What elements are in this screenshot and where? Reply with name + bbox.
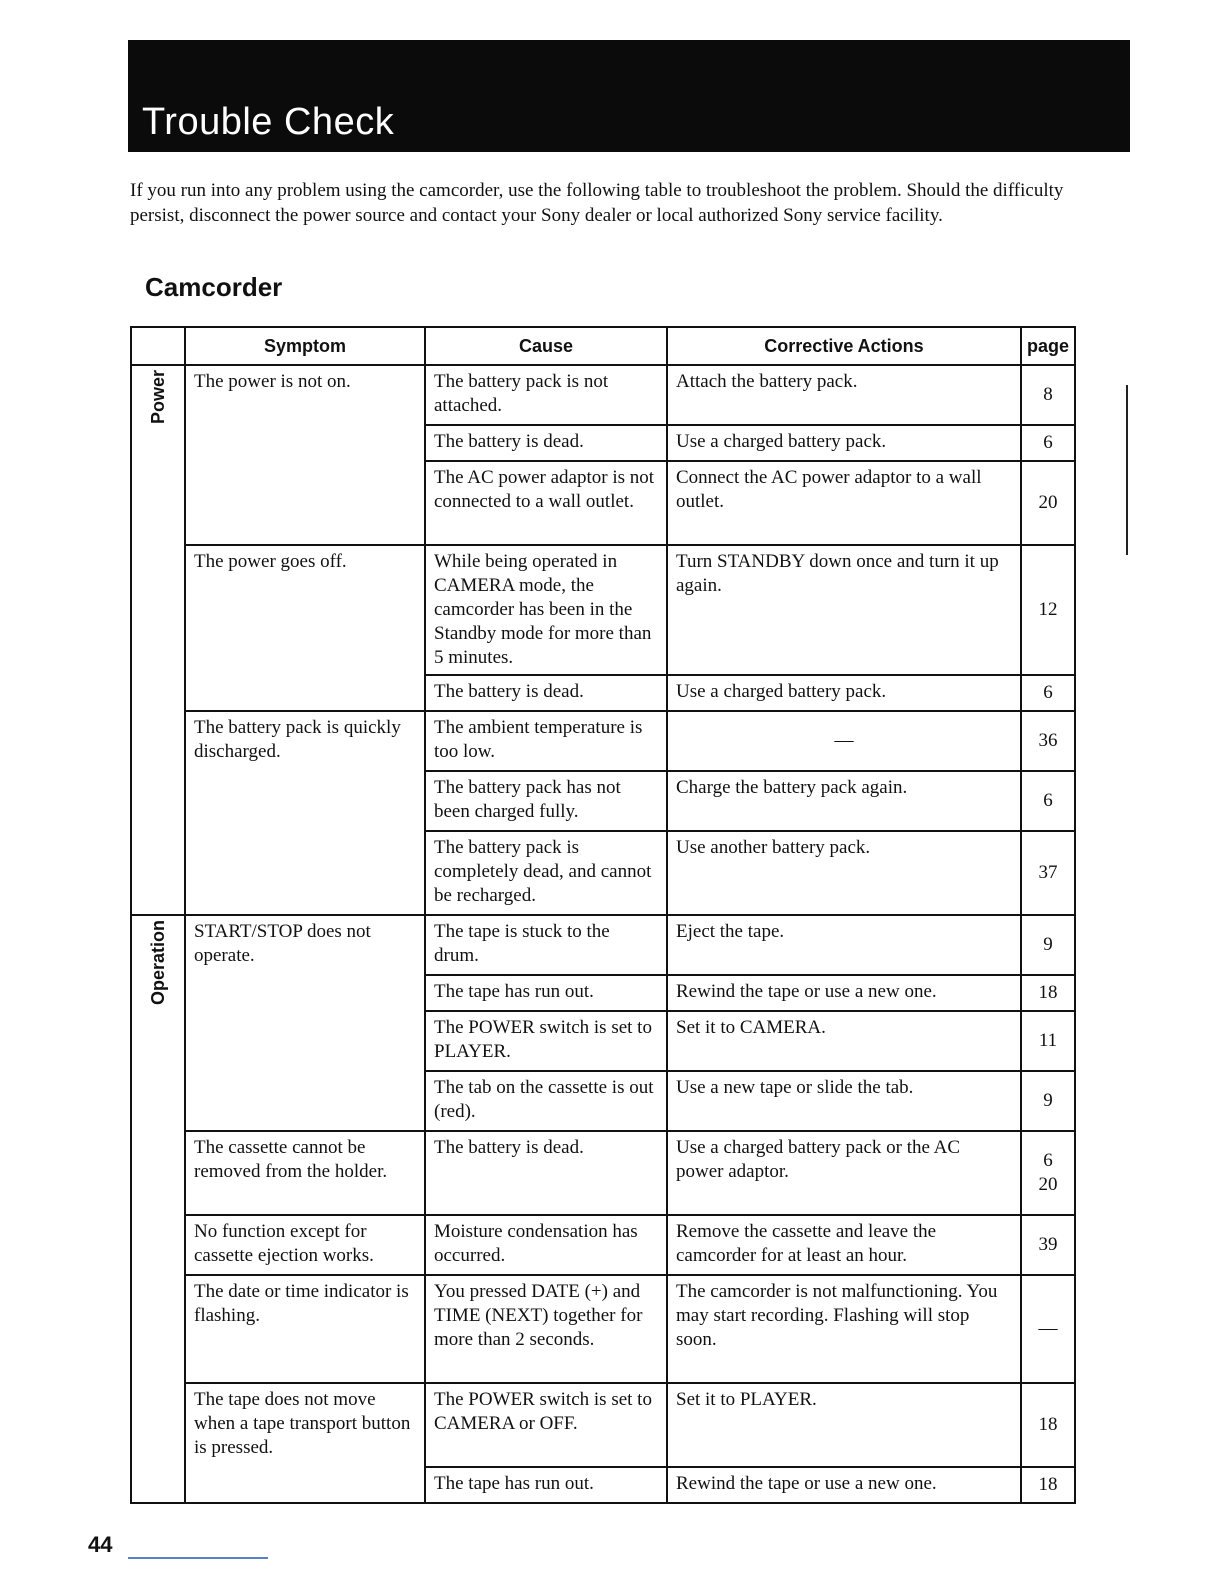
cause-cell: The ambient temperature is too low. — [425, 711, 667, 771]
cause-cell: Moisture condensation has occurred. — [425, 1215, 667, 1275]
table-row — [131, 365, 1075, 425]
action-cell: Use a new tape or slide the tab. — [667, 1071, 1021, 1131]
category-operation — [131, 915, 185, 1503]
cause-cell: The tape has run out. — [425, 975, 667, 1011]
symptom-cell: START/STOP does not operate. — [185, 915, 425, 1131]
cause-cell: The battery pack is not attached. — [425, 365, 667, 425]
cause-cell: The battery pack is completely dead, and cannot be recharged. — [425, 831, 667, 915]
page-cell: 6 — [1021, 425, 1075, 461]
page-title: Trouble Check — [142, 101, 395, 143]
action-cell: Use a charged battery pack. — [667, 675, 1021, 711]
action-cell: Turn STANDBY down once and turn it up again. — [667, 545, 1021, 675]
category-power-label: Power — [148, 370, 168, 425]
symptom-cell: The battery pack is quickly discharged. — [185, 711, 425, 915]
header-symptom: Symptom — [185, 327, 425, 365]
action-cell: The camcorder is not malfunctioning. You may start recording. Flashing will stop soon. — [667, 1275, 1021, 1383]
cause-cell: The POWER switch is set to PLAYER. — [425, 1011, 667, 1071]
cause-cell: The battery is dead. — [425, 425, 667, 461]
action-cell: Use a charged battery pack. — [667, 425, 1021, 461]
category-operation-label: Operation — [148, 920, 168, 1006]
table-row — [131, 1215, 1075, 1275]
title-banner — [128, 40, 1130, 152]
page-cell: 18 — [1021, 1383, 1075, 1467]
table-row — [131, 711, 1075, 771]
symptom-cell: The power is not on. — [185, 365, 425, 545]
table-row — [131, 545, 1075, 675]
page-cell: 9 — [1021, 1071, 1075, 1131]
page-number: 44 — [88, 1532, 113, 1557]
page-cell: 6 — [1021, 771, 1075, 831]
page-cell: 20 — [1021, 461, 1075, 545]
page-cell: 39 — [1021, 1215, 1075, 1275]
table-row — [131, 1275, 1075, 1383]
symptom-cell: No function except for cassette ejection works. — [185, 1215, 425, 1275]
cause-cell: The tab on the cassette is out (red). — [425, 1071, 667, 1131]
action-cell: Charge the battery pack again. — [667, 771, 1021, 831]
page-cell: 9 — [1021, 915, 1075, 975]
action-cell: — — [667, 711, 1021, 771]
header-action: Corrective Actions — [667, 327, 1021, 365]
page-cell: 36 — [1021, 711, 1075, 771]
page-cell: 12 — [1021, 545, 1075, 675]
action-cell: Set it to CAMERA. — [667, 1011, 1021, 1071]
header-cause: Cause — [425, 327, 667, 365]
symptom-cell: The power goes off. — [185, 545, 425, 711]
action-cell: Rewind the tape or use a new one. — [667, 975, 1021, 1011]
section-title: Camcorder — [145, 272, 283, 302]
symptom-cell: The cassette cannot be removed from the holder. — [185, 1131, 425, 1215]
cause-cell: The AC power adaptor is not connected to a wall outlet. — [425, 461, 667, 545]
page-cell: 37 — [1021, 831, 1075, 915]
action-cell: Set it to PLAYER. — [667, 1383, 1021, 1467]
cause-cell: The POWER switch is set to CAMERA or OFF. — [425, 1383, 667, 1467]
cause-cell: While being operated in CAMERA mode, the camcorder has been in the Standby mode for more than 5 minutes. — [425, 545, 667, 675]
category-power — [131, 365, 185, 915]
page-cell: 8 — [1021, 365, 1075, 425]
action-cell: Rewind the tape or use a new one. — [667, 1467, 1021, 1503]
table-row — [131, 1383, 1075, 1467]
symptom-cell: The tape does not move when a tape transport button is pressed. — [185, 1383, 425, 1503]
action-cell: Attach the battery pack. — [667, 365, 1021, 425]
action-cell: Remove the cassette and leave the camcorder for at least an hour. — [667, 1215, 1021, 1275]
page-value: 6 — [1043, 1150, 1053, 1171]
page-cell: 18 — [1021, 975, 1075, 1011]
symptom-cell: The date or time indicator is flashing. — [185, 1275, 425, 1383]
page-cell: 18 — [1021, 1467, 1075, 1503]
action-cell: Connect the AC power adaptor to a wall outlet. — [667, 461, 1021, 545]
header-page: page — [1021, 327, 1075, 365]
margin-mark — [1126, 385, 1128, 555]
trouble-table-container — [130, 326, 1074, 1504]
page-cell — [1021, 1131, 1075, 1215]
cause-cell: The battery is dead. — [425, 1131, 667, 1215]
intro-paragraph: If you run into any problem using the camcorder, use the following table to troubleshoot the problem. Should the difficulty persist, disconnect the power source and contact your Sony dealer or local authorized Sony service facility. — [130, 180, 1064, 226]
page-value-secondary: 20 — [1038, 1174, 1058, 1195]
cause-cell: The battery pack has not been charged fully. — [425, 771, 667, 831]
table-header-row — [131, 327, 1075, 365]
table-row — [131, 915, 1075, 975]
trouble-table — [130, 326, 1076, 1504]
page-cell: 11 — [1021, 1011, 1075, 1071]
cause-cell: You pressed DATE (+) and TIME (NEXT) together for more than 2 seconds. — [425, 1275, 667, 1383]
table-row — [131, 1131, 1075, 1215]
action-cell: Use another battery pack. — [667, 831, 1021, 915]
cause-cell: The battery is dead. — [425, 675, 667, 711]
page-cell: — — [1021, 1275, 1075, 1383]
header-category — [131, 327, 185, 365]
footer-rule — [128, 1557, 268, 1559]
cause-cell: The tape is stuck to the drum. — [425, 915, 667, 975]
page-cell: 6 — [1021, 675, 1075, 711]
action-cell: Use a charged battery pack or the AC power adaptor. — [667, 1131, 1021, 1215]
cause-cell: The tape has run out. — [425, 1467, 667, 1503]
action-cell: Eject the tape. — [667, 915, 1021, 975]
